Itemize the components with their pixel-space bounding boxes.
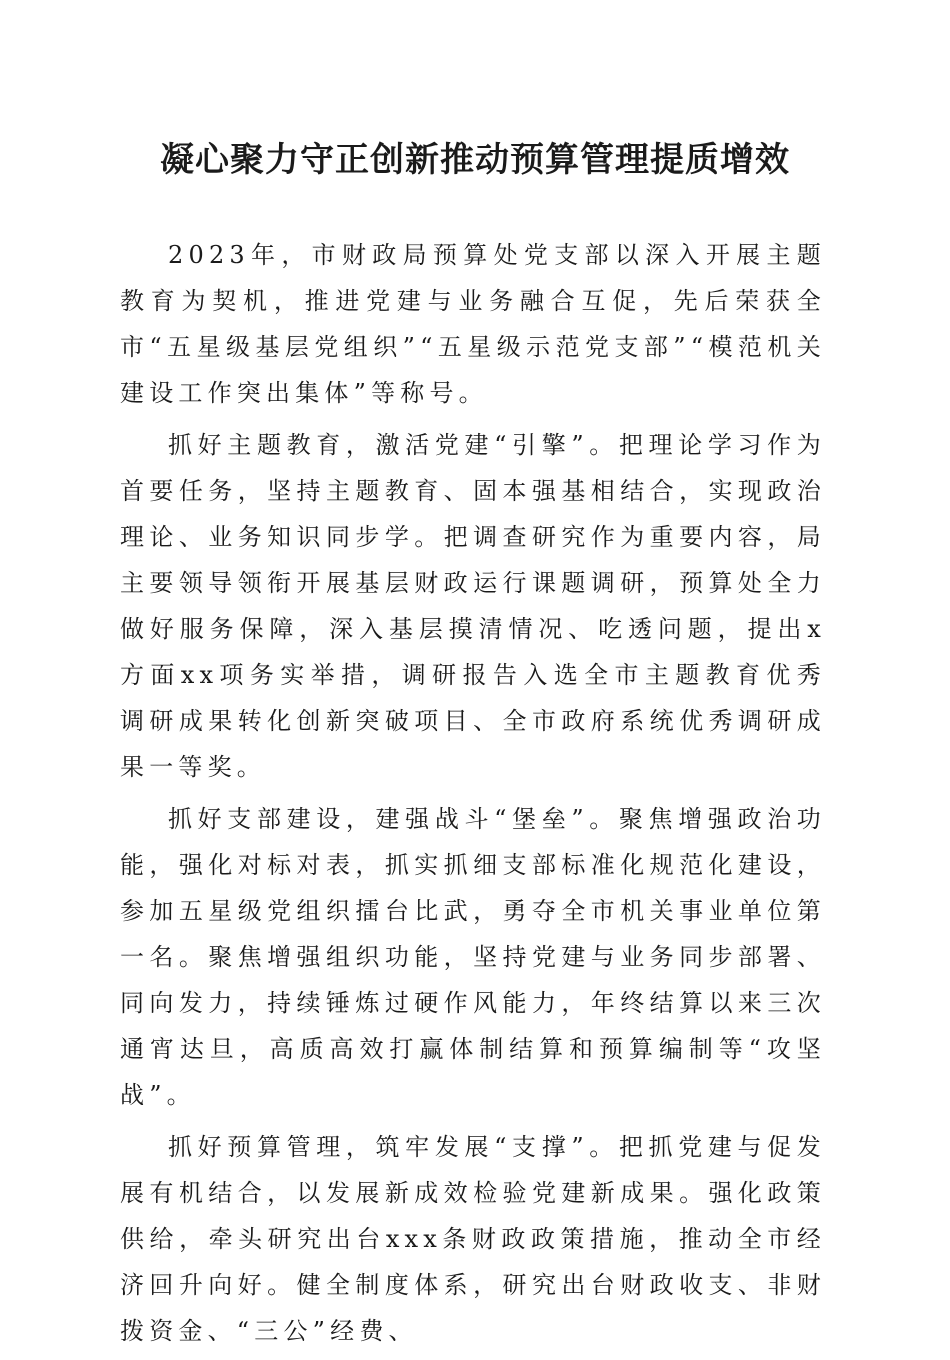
paragraph-theme-education: 抓好主题教育，激活党建“引擎”。把理论学习作为首要任务，坚持主题教育、固本强基相结合，实现政治理论、业务知识同步学。把调查研究作为重要内容，局主要领导领衔开展基层财政运行课题调研，预算处全力做好服务保障，深入基层摸清情况、吃透问题，提出x方面xx项务实举措，调研报告入选全市主题教育优秀调研成果转化创新突破项目、全市政府系统优秀调研成果一等奖。 xyxy=(120,431,826,781)
document-body xyxy=(120,232,826,1360)
paragraph-budget-management: 抓好预算管理，筑牢发展“支撑”。把抓党建与促发展有机结合，以发展新成效检验党建新成果。强化政策供给，牵头研究出台xxx条财政政策措施，推动全市经济回升向好。健全制度体系，研究出台财政收支、非财拨资金、“三公”经费、 xyxy=(120,1133,826,1345)
paragraph-branch-building: 抓好支部建设，建强战斗“堡垒”。聚焦增强政治功能，强化对标对表，抓实抓细支部标准化规范化建设，参加五星级党组织擂台比武，勇夺全市机关事业单位第一名。聚焦增强组织功能，坚持党建与业务同步部署、同向发力，持续锤炼过硬作风能力，年终结算以来三次通宵达旦，高质高效打赢体制结算和预算编制等“攻坚战”。 xyxy=(120,805,826,1109)
document-title: 凝心聚力守正创新推动预算管理提质增效 xyxy=(160,140,790,180)
paragraph-intro: 2023年，市财政局预算处党支部以深入开展主题教育为契机，推进党建与业务融合互促，先后荣获全市“五星级基层党组织”“五星级示范党支部”“模范机关建设工作突出集体”等称号。 xyxy=(120,241,826,407)
